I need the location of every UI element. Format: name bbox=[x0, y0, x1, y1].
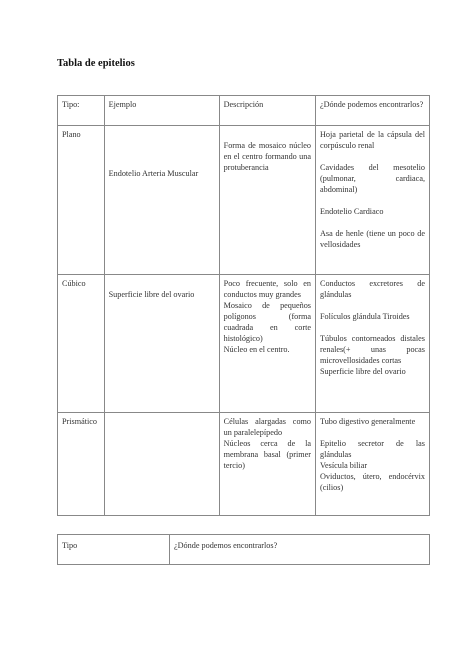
donde-item: Vesícula biliar bbox=[320, 461, 368, 470]
cell-descripcion bbox=[219, 413, 315, 516]
table-row bbox=[58, 126, 430, 275]
descripcion-item: Poco frecuente, solo en conductos muy grandes bbox=[223, 279, 311, 299]
summary-header-row bbox=[58, 535, 430, 565]
descripcion-item: Núcleos cerca de la membrana basal (primer tercio) bbox=[223, 439, 311, 470]
cell-donde bbox=[316, 275, 430, 413]
header-tipo: Tipo: bbox=[58, 96, 105, 126]
donde-item: Folículos glándula Tiroides bbox=[320, 312, 410, 321]
donde-item: Epitelio secretor de las glándulas bbox=[320, 439, 425, 459]
donde-item: Conductos excretores de glándulas bbox=[320, 279, 425, 299]
header-descripcion: Descripción bbox=[219, 96, 315, 126]
cell-donde bbox=[316, 126, 430, 275]
descripcion-item: Núcleo en el centro. bbox=[223, 345, 290, 354]
cell-ejemplo bbox=[104, 275, 219, 413]
descripcion-item: Células alargadas como un paralelepípedo bbox=[223, 417, 311, 437]
summary-table bbox=[57, 534, 430, 565]
table-row bbox=[58, 275, 430, 413]
epithelium-table bbox=[57, 95, 430, 516]
donde-item: Endotelio Cardiaco bbox=[320, 207, 384, 216]
cell-descripcion bbox=[219, 275, 315, 413]
summary-header-donde: ¿Dónde podemos encontrarlos? bbox=[170, 535, 430, 565]
cell-descripcion bbox=[219, 126, 315, 275]
cell-tipo: Prismático bbox=[58, 413, 105, 516]
header-ejemplo: Ejemplo bbox=[104, 96, 219, 126]
descripcion-item: Mosaico de pequeños polígonos (forma cuadrada en corte histológico) bbox=[223, 301, 311, 343]
donde-item: Oviductos, útero, endocérvix (cilios) bbox=[320, 472, 425, 492]
cell-tipo: Cúbico bbox=[58, 275, 105, 413]
document-title: Tabla de epitelios bbox=[57, 58, 135, 69]
header-donde: ¿Dónde podemos encontrarlos? bbox=[316, 96, 430, 126]
summary-header-tipo: Tipo bbox=[58, 535, 170, 565]
table-header-row bbox=[58, 96, 430, 126]
cell-descripcion-text: Forma de mosaico núcleo en el centro formando una protuberancia bbox=[223, 141, 311, 172]
cell-ejemplo-text: Superficie libre del ovario bbox=[108, 290, 195, 299]
cell-ejemplo-text: Endotelio Arteria Muscular bbox=[108, 169, 199, 178]
cell-donde bbox=[316, 413, 430, 516]
cell-ejemplo bbox=[104, 413, 219, 516]
donde-item: Cavidades del mesotelio (pulmonar, cardiaca, abdominal) bbox=[320, 163, 425, 194]
table-row bbox=[58, 413, 430, 516]
donde-item: Asa de henle (tiene un poco de vellosidades bbox=[320, 229, 425, 249]
cell-ejemplo bbox=[104, 126, 219, 275]
cell-tipo: Plano bbox=[58, 126, 105, 275]
donde-item: Túbulos contorneados distales renales(+ unas pocas microvellosidades cortas bbox=[320, 334, 425, 365]
donde-item: Tubo digestivo generalmente bbox=[320, 417, 416, 426]
donde-item: Hoja parietal de la cápsula del corpúsculo renal bbox=[320, 130, 425, 150]
donde-item: Superficie libre del ovario bbox=[320, 367, 406, 376]
